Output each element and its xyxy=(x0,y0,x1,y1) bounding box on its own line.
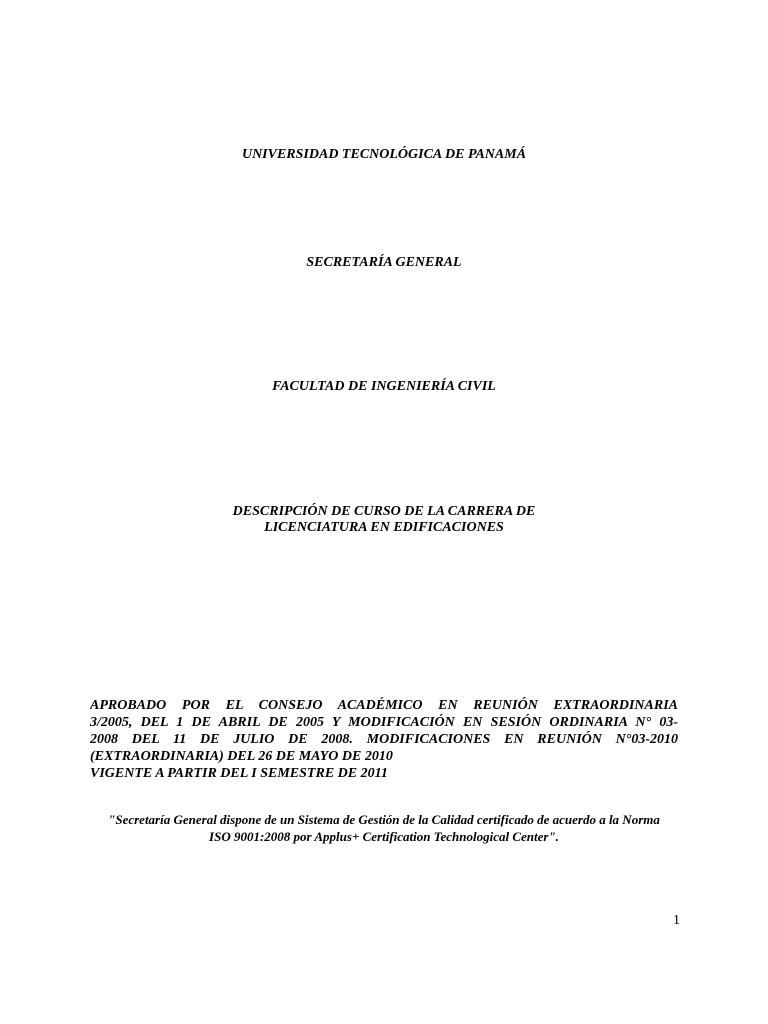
faculty-name-text: FACULTAD DE INGENIERÍA CIVIL xyxy=(272,379,496,394)
page-number: 1 xyxy=(673,913,680,928)
quality-note-line: ISO 9001:2008 por Applus+ Certification Technological Center". xyxy=(209,829,559,844)
quality-note-line: "Secretaría General dispone de un Sistema de Gestión de la Calidad certificado de acuerdo a la Norma xyxy=(108,812,660,827)
quality-certification-note xyxy=(84,811,684,845)
approval-line: (EXTRAORDINARIA) DEL 26 DE MAYO DE 2010 xyxy=(90,749,393,764)
faculty-name xyxy=(0,379,768,395)
university-name xyxy=(0,147,768,163)
document-title xyxy=(0,504,768,536)
document-title-line: LICENCIATURA EN EDIFICACIONES xyxy=(264,520,504,535)
approval-line: 3/2005, DEL 1 DE ABRIL DE 2005 Y MODIFICACIÓN EN SESIÓN ORDINARIA N° 03- xyxy=(90,715,678,730)
approval-line: APROBADO POR EL CONSEJO ACADÉMICO EN REUNIÓN EXTRAORDINARIA xyxy=(90,698,678,713)
approval-line: 2008 DEL 11 DE JULIO DE 2008. MODIFICACIONES EN REUNIÓN N°03-2010 xyxy=(90,732,678,747)
approval-statement xyxy=(90,697,678,782)
secretariat-name-text: SECRETARÍA GENERAL xyxy=(306,255,462,270)
secretariat-name xyxy=(0,255,768,271)
document-title-line: DESCRIPCIÓN DE CURSO DE LA CARRERA DE xyxy=(232,504,536,519)
university-name-text: UNIVERSIDAD TECNOLÓGICA DE PANAMÁ xyxy=(241,147,527,162)
effective-date-line: VIGENTE A PARTIR DEL I SEMESTRE DE 2011 xyxy=(90,766,388,781)
